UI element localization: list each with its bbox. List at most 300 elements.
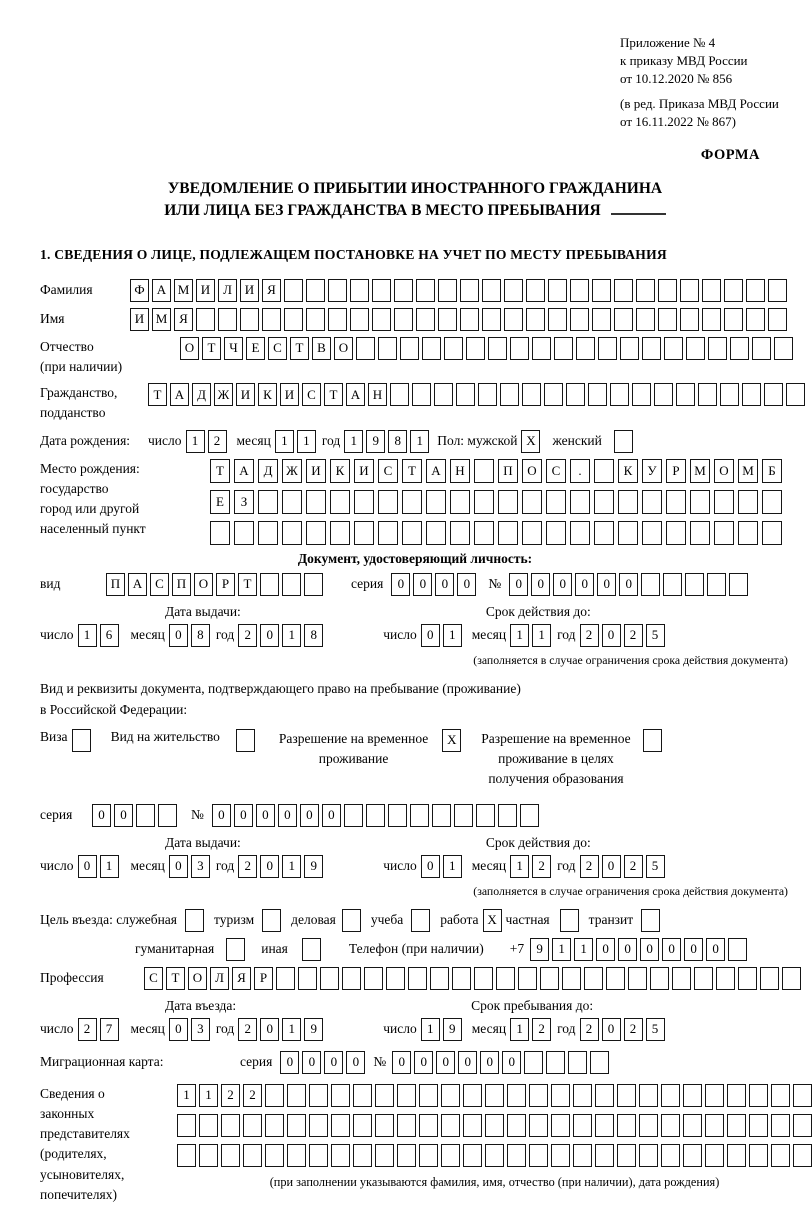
- char-cell[interactable]: [199, 1114, 218, 1137]
- char-cell[interactable]: [746, 279, 765, 302]
- char-cell[interactable]: [793, 1144, 812, 1167]
- char-cell[interactable]: [685, 573, 704, 596]
- char-cell[interactable]: 2: [624, 624, 643, 647]
- char-cell[interactable]: [422, 337, 441, 360]
- char-cell[interactable]: 0: [502, 1051, 521, 1074]
- char-cell[interactable]: [620, 337, 639, 360]
- char-cell[interactable]: А: [346, 383, 365, 406]
- char-cell[interactable]: 0: [346, 1051, 365, 1074]
- char-cell[interactable]: [672, 967, 691, 990]
- char-cell[interactable]: 0: [324, 1051, 343, 1074]
- char-cell[interactable]: [628, 967, 647, 990]
- char-cell[interactable]: [463, 1144, 482, 1167]
- char-cell[interactable]: 1: [282, 624, 301, 647]
- purpose-transit-checkbox[interactable]: [641, 909, 660, 932]
- char-cell[interactable]: И: [306, 459, 326, 483]
- doc-type-cells[interactable]: [106, 573, 323, 596]
- char-cell[interactable]: 2: [624, 1018, 643, 1041]
- checkbox-cell[interactable]: [643, 729, 662, 752]
- char-cell[interactable]: [287, 1144, 306, 1167]
- char-cell[interactable]: 1: [574, 938, 593, 961]
- char-cell[interactable]: [524, 1051, 543, 1074]
- char-cell[interactable]: [262, 308, 281, 331]
- char-cell[interactable]: [760, 967, 779, 990]
- char-cell[interactable]: [526, 308, 545, 331]
- residence-number-cells[interactable]: [212, 804, 539, 827]
- checkbox-cell[interactable]: [185, 909, 204, 932]
- char-cell[interactable]: .: [570, 459, 590, 483]
- checkbox-cell[interactable]: [236, 729, 255, 752]
- char-cell[interactable]: [330, 490, 350, 514]
- char-cell[interactable]: [265, 1114, 284, 1137]
- char-cell[interactable]: [595, 1084, 614, 1107]
- purpose-humanitarian-checkbox[interactable]: [226, 938, 245, 961]
- char-cell[interactable]: [276, 967, 295, 990]
- char-cell[interactable]: [598, 337, 617, 360]
- char-cell[interactable]: 0: [78, 855, 97, 878]
- char-cell[interactable]: [618, 490, 638, 514]
- char-cell[interactable]: М: [690, 459, 710, 483]
- char-cell[interactable]: [366, 804, 385, 827]
- residence-valid-year-cells[interactable]: [580, 855, 665, 878]
- char-cell[interactable]: 0: [280, 1051, 299, 1074]
- char-cell[interactable]: [642, 490, 662, 514]
- char-cell[interactable]: Н: [368, 383, 387, 406]
- char-cell[interactable]: [426, 490, 446, 514]
- char-cell[interactable]: 7: [100, 1018, 119, 1041]
- char-cell[interactable]: Ж: [214, 383, 233, 406]
- char-cell[interactable]: [728, 938, 747, 961]
- entry-day-cells[interactable]: [78, 1018, 119, 1041]
- char-cell[interactable]: [282, 573, 301, 596]
- char-cell[interactable]: 0: [662, 938, 681, 961]
- char-cell[interactable]: [664, 337, 683, 360]
- char-cell[interactable]: [573, 1114, 592, 1137]
- char-cell[interactable]: [562, 967, 581, 990]
- checkbox-cell[interactable]: X: [521, 430, 540, 453]
- char-cell[interactable]: [771, 1144, 790, 1167]
- purpose-business-checkbox[interactable]: [342, 909, 361, 932]
- char-cell[interactable]: 1: [199, 1084, 218, 1107]
- char-cell[interactable]: 0: [596, 938, 615, 961]
- char-cell[interactable]: 1: [78, 624, 97, 647]
- char-cell[interactable]: [573, 1144, 592, 1167]
- char-cell[interactable]: [356, 337, 375, 360]
- char-cell[interactable]: [698, 383, 717, 406]
- char-cell[interactable]: Л: [210, 967, 229, 990]
- char-cell[interactable]: [199, 1144, 218, 1167]
- char-cell[interactable]: 2: [208, 430, 227, 453]
- char-cell[interactable]: [504, 308, 523, 331]
- char-cell[interactable]: [610, 383, 629, 406]
- char-cell[interactable]: [592, 279, 611, 302]
- char-cell[interactable]: [546, 490, 566, 514]
- char-cell[interactable]: [507, 1114, 526, 1137]
- char-cell[interactable]: [727, 1114, 746, 1137]
- char-cell[interactable]: [485, 1114, 504, 1137]
- char-cell[interactable]: Т: [402, 459, 422, 483]
- stay-year-cells[interactable]: [580, 1018, 665, 1041]
- char-cell[interactable]: [328, 279, 347, 302]
- char-cell[interactable]: 9: [530, 938, 549, 961]
- char-cell[interactable]: [752, 337, 771, 360]
- char-cell[interactable]: 2: [243, 1084, 262, 1107]
- char-cell[interactable]: [594, 490, 614, 514]
- char-cell[interactable]: Р: [254, 967, 273, 990]
- char-cell[interactable]: [482, 308, 501, 331]
- char-cell[interactable]: [686, 337, 705, 360]
- char-cell[interactable]: П: [106, 573, 125, 596]
- char-cell[interactable]: [474, 490, 494, 514]
- char-cell[interactable]: Р: [216, 573, 235, 596]
- profession-cells[interactable]: [144, 967, 801, 990]
- surname-cells[interactable]: [130, 279, 787, 302]
- char-cell[interactable]: [617, 1114, 636, 1137]
- char-cell[interactable]: [742, 383, 761, 406]
- char-cell[interactable]: 8: [304, 624, 323, 647]
- checkbox-cell[interactable]: [411, 909, 430, 932]
- char-cell[interactable]: 0: [640, 938, 659, 961]
- purpose-official-checkbox[interactable]: [185, 909, 204, 932]
- char-cell[interactable]: [730, 337, 749, 360]
- doc-issue-day-cells[interactable]: [78, 624, 119, 647]
- char-cell[interactable]: Т: [148, 383, 167, 406]
- char-cell[interactable]: [456, 383, 475, 406]
- birth-month-cells[interactable]: [275, 430, 316, 453]
- char-cell[interactable]: А: [128, 573, 147, 596]
- char-cell[interactable]: 0: [92, 804, 111, 827]
- char-cell[interactable]: [764, 383, 783, 406]
- residence-valid-day-cells[interactable]: [421, 855, 462, 878]
- char-cell[interactable]: 0: [421, 855, 440, 878]
- char-cell[interactable]: [408, 967, 427, 990]
- residence-issue-day-cells[interactable]: [78, 855, 119, 878]
- doc-valid-day-cells[interactable]: [421, 624, 462, 647]
- char-cell[interactable]: [606, 967, 625, 990]
- char-cell[interactable]: [476, 804, 495, 827]
- char-cell[interactable]: [243, 1144, 262, 1167]
- char-cell[interactable]: [694, 967, 713, 990]
- doc-series-cells[interactable]: [391, 573, 476, 596]
- char-cell[interactable]: [782, 967, 801, 990]
- char-cell[interactable]: И: [280, 383, 299, 406]
- char-cell[interactable]: [690, 521, 710, 545]
- char-cell[interactable]: В: [312, 337, 331, 360]
- char-cell[interactable]: [287, 1084, 306, 1107]
- doc-issue-year-cells[interactable]: [238, 624, 323, 647]
- char-cell[interactable]: [720, 383, 739, 406]
- char-cell[interactable]: [636, 308, 655, 331]
- char-cell[interactable]: [771, 1084, 790, 1107]
- char-cell[interactable]: 0: [458, 1051, 477, 1074]
- char-cell[interactable]: [522, 490, 542, 514]
- char-cell[interactable]: [221, 1114, 240, 1137]
- char-cell[interactable]: [639, 1144, 658, 1167]
- char-cell[interactable]: [304, 573, 323, 596]
- purpose-tourism-checkbox[interactable]: [262, 909, 281, 932]
- doc-issue-month-cells[interactable]: [169, 624, 210, 647]
- char-cell[interactable]: [350, 279, 369, 302]
- char-cell[interactable]: Т: [324, 383, 343, 406]
- representatives-row1-cells[interactable]: [177, 1084, 812, 1107]
- char-cell[interactable]: [350, 308, 369, 331]
- char-cell[interactable]: [705, 1144, 724, 1167]
- char-cell[interactable]: [614, 308, 633, 331]
- char-cell[interactable]: Е: [210, 490, 230, 514]
- char-cell[interactable]: 0: [602, 1018, 621, 1041]
- char-cell[interactable]: [331, 1144, 350, 1167]
- char-cell[interactable]: [749, 1084, 768, 1107]
- checkbox-cell[interactable]: [614, 430, 633, 453]
- char-cell[interactable]: [554, 337, 573, 360]
- representatives-row2-cells[interactable]: [177, 1114, 812, 1137]
- char-cell[interactable]: О: [188, 967, 207, 990]
- char-cell[interactable]: 0: [234, 804, 253, 827]
- char-cell[interactable]: 0: [169, 624, 188, 647]
- char-cell[interactable]: Т: [166, 967, 185, 990]
- char-cell[interactable]: [450, 490, 470, 514]
- char-cell[interactable]: [416, 308, 435, 331]
- char-cell[interactable]: [488, 337, 507, 360]
- char-cell[interactable]: К: [618, 459, 638, 483]
- char-cell[interactable]: [260, 573, 279, 596]
- char-cell[interactable]: М: [174, 279, 193, 302]
- char-cell[interactable]: [727, 1084, 746, 1107]
- entry-month-cells[interactable]: [169, 1018, 210, 1041]
- char-cell[interactable]: [529, 1114, 548, 1137]
- char-cell[interactable]: Ф: [130, 279, 149, 302]
- char-cell[interactable]: [284, 279, 303, 302]
- char-cell[interactable]: [618, 521, 638, 545]
- char-cell[interactable]: [548, 279, 567, 302]
- char-cell[interactable]: Р: [666, 459, 686, 483]
- char-cell[interactable]: [498, 804, 517, 827]
- char-cell[interactable]: Т: [202, 337, 221, 360]
- char-cell[interactable]: [762, 490, 782, 514]
- char-cell[interactable]: [680, 308, 699, 331]
- char-cell[interactable]: [793, 1084, 812, 1107]
- checkbox-cell[interactable]: [262, 909, 281, 932]
- char-cell[interactable]: 2: [78, 1018, 97, 1041]
- char-cell[interactable]: 0: [553, 573, 572, 596]
- char-cell[interactable]: [683, 1144, 702, 1167]
- char-cell[interactable]: 0: [602, 855, 621, 878]
- birthplace-row2-cells[interactable]: [210, 490, 782, 514]
- char-cell[interactable]: [642, 521, 662, 545]
- char-cell[interactable]: Д: [258, 459, 278, 483]
- char-cell[interactable]: [378, 521, 398, 545]
- char-cell[interactable]: [714, 521, 734, 545]
- char-cell[interactable]: Н: [450, 459, 470, 483]
- char-cell[interactable]: У: [642, 459, 662, 483]
- char-cell[interactable]: [375, 1144, 394, 1167]
- char-cell[interactable]: 0: [618, 938, 637, 961]
- char-cell[interactable]: [768, 279, 787, 302]
- char-cell[interactable]: [438, 279, 457, 302]
- char-cell[interactable]: 1: [282, 1018, 301, 1041]
- char-cell[interactable]: 2: [238, 855, 257, 878]
- char-cell[interactable]: [658, 308, 677, 331]
- char-cell[interactable]: [397, 1084, 416, 1107]
- char-cell[interactable]: [218, 308, 237, 331]
- char-cell[interactable]: [441, 1114, 460, 1137]
- char-cell[interactable]: 0: [414, 1051, 433, 1074]
- char-cell[interactable]: [786, 383, 805, 406]
- char-cell[interactable]: Ж: [282, 459, 302, 483]
- char-cell[interactable]: [454, 804, 473, 827]
- char-cell[interactable]: [258, 521, 278, 545]
- char-cell[interactable]: 1: [443, 624, 462, 647]
- char-cell[interactable]: 1: [177, 1084, 196, 1107]
- doc-valid-month-cells[interactable]: [510, 624, 551, 647]
- char-cell[interactable]: [522, 383, 541, 406]
- char-cell[interactable]: 1: [282, 855, 301, 878]
- char-cell[interactable]: 0: [260, 855, 279, 878]
- char-cell[interactable]: 0: [684, 938, 703, 961]
- char-cell[interactable]: [650, 967, 669, 990]
- char-cell[interactable]: 3: [191, 1018, 210, 1041]
- char-cell[interactable]: 9: [304, 855, 323, 878]
- char-cell[interactable]: 0: [322, 804, 341, 827]
- representatives-row3-cells[interactable]: [177, 1144, 812, 1167]
- char-cell[interactable]: [221, 1144, 240, 1167]
- char-cell[interactable]: 0: [114, 804, 133, 827]
- char-cell[interactable]: 5: [646, 855, 665, 878]
- char-cell[interactable]: 0: [597, 573, 616, 596]
- char-cell[interactable]: Л: [218, 279, 237, 302]
- char-cell[interactable]: С: [268, 337, 287, 360]
- char-cell[interactable]: [353, 1114, 372, 1137]
- char-cell[interactable]: [375, 1084, 394, 1107]
- char-cell[interactable]: [196, 308, 215, 331]
- sex-female-checkbox[interactable]: [614, 430, 633, 453]
- char-cell[interactable]: [666, 521, 686, 545]
- char-cell[interactable]: [419, 1144, 438, 1167]
- char-cell[interactable]: [738, 521, 758, 545]
- char-cell[interactable]: [592, 308, 611, 331]
- char-cell[interactable]: 5: [646, 624, 665, 647]
- char-cell[interactable]: 0: [706, 938, 725, 961]
- char-cell[interactable]: 0: [169, 855, 188, 878]
- char-cell[interactable]: [282, 521, 302, 545]
- char-cell[interactable]: 0: [602, 624, 621, 647]
- char-cell[interactable]: [498, 521, 518, 545]
- char-cell[interactable]: [683, 1114, 702, 1137]
- char-cell[interactable]: [496, 967, 515, 990]
- char-cell[interactable]: 0: [457, 573, 476, 596]
- char-cell[interactable]: 2: [532, 855, 551, 878]
- char-cell[interactable]: [320, 967, 339, 990]
- char-cell[interactable]: [397, 1144, 416, 1167]
- char-cell[interactable]: И: [240, 279, 259, 302]
- char-cell[interactable]: [680, 279, 699, 302]
- char-cell[interactable]: [617, 1084, 636, 1107]
- char-cell[interactable]: [520, 804, 539, 827]
- char-cell[interactable]: [614, 279, 633, 302]
- char-cell[interactable]: [570, 279, 589, 302]
- char-cell[interactable]: [666, 490, 686, 514]
- char-cell[interactable]: Я: [174, 308, 193, 331]
- char-cell[interactable]: [309, 1144, 328, 1167]
- char-cell[interactable]: [504, 279, 523, 302]
- char-cell[interactable]: 1: [510, 855, 529, 878]
- char-cell[interactable]: [548, 308, 567, 331]
- char-cell[interactable]: [570, 308, 589, 331]
- char-cell[interactable]: А: [170, 383, 189, 406]
- char-cell[interactable]: [566, 383, 585, 406]
- char-cell[interactable]: 2: [580, 624, 599, 647]
- char-cell[interactable]: [284, 308, 303, 331]
- char-cell[interactable]: [632, 383, 651, 406]
- char-cell[interactable]: 0: [392, 1051, 411, 1074]
- char-cell[interactable]: [485, 1144, 504, 1167]
- char-cell[interactable]: [749, 1114, 768, 1137]
- char-cell[interactable]: Б: [762, 459, 782, 483]
- char-cell[interactable]: О: [180, 337, 199, 360]
- char-cell[interactable]: [639, 1084, 658, 1107]
- char-cell[interactable]: [463, 1084, 482, 1107]
- char-cell[interactable]: [353, 1144, 372, 1167]
- char-cell[interactable]: [372, 308, 391, 331]
- char-cell[interactable]: [177, 1144, 196, 1167]
- char-cell[interactable]: [419, 1084, 438, 1107]
- char-cell[interactable]: 0: [256, 804, 275, 827]
- doc-valid-year-cells[interactable]: [580, 624, 665, 647]
- char-cell[interactable]: [570, 521, 590, 545]
- char-cell[interactable]: [400, 337, 419, 360]
- char-cell[interactable]: [774, 337, 793, 360]
- char-cell[interactable]: 6: [100, 624, 119, 647]
- char-cell[interactable]: 1: [552, 938, 571, 961]
- char-cell[interactable]: [590, 1051, 609, 1074]
- char-cell[interactable]: [738, 967, 757, 990]
- char-cell[interactable]: 0: [436, 1051, 455, 1074]
- char-cell[interactable]: [452, 967, 471, 990]
- char-cell[interactable]: [282, 490, 302, 514]
- char-cell[interactable]: [397, 1114, 416, 1137]
- char-cell[interactable]: [771, 1114, 790, 1137]
- char-cell[interactable]: 1: [443, 855, 462, 878]
- char-cell[interactable]: [158, 804, 177, 827]
- char-cell[interactable]: [478, 383, 497, 406]
- char-cell[interactable]: [588, 383, 607, 406]
- char-cell[interactable]: И: [236, 383, 255, 406]
- char-cell[interactable]: [594, 459, 614, 483]
- char-cell[interactable]: 1: [510, 1018, 529, 1041]
- char-cell[interactable]: О: [334, 337, 353, 360]
- char-cell[interactable]: 0: [260, 1018, 279, 1041]
- char-cell[interactable]: [331, 1084, 350, 1107]
- char-cell[interactable]: [546, 521, 566, 545]
- char-cell[interactable]: [287, 1114, 306, 1137]
- char-cell[interactable]: С: [546, 459, 566, 483]
- char-cell[interactable]: [474, 521, 494, 545]
- residence-permit-checkbox[interactable]: [236, 729, 255, 752]
- char-cell[interactable]: [551, 1084, 570, 1107]
- char-cell[interactable]: [416, 279, 435, 302]
- char-cell[interactable]: [330, 521, 350, 545]
- char-cell[interactable]: [551, 1144, 570, 1167]
- char-cell[interactable]: [762, 521, 782, 545]
- char-cell[interactable]: [412, 383, 431, 406]
- char-cell[interactable]: С: [302, 383, 321, 406]
- char-cell[interactable]: [441, 1084, 460, 1107]
- char-cell[interactable]: [394, 308, 413, 331]
- char-cell[interactable]: [364, 967, 383, 990]
- doc-number-cells[interactable]: [509, 573, 748, 596]
- residence-valid-month-cells[interactable]: [510, 855, 551, 878]
- purpose-other-checkbox[interactable]: [302, 938, 321, 961]
